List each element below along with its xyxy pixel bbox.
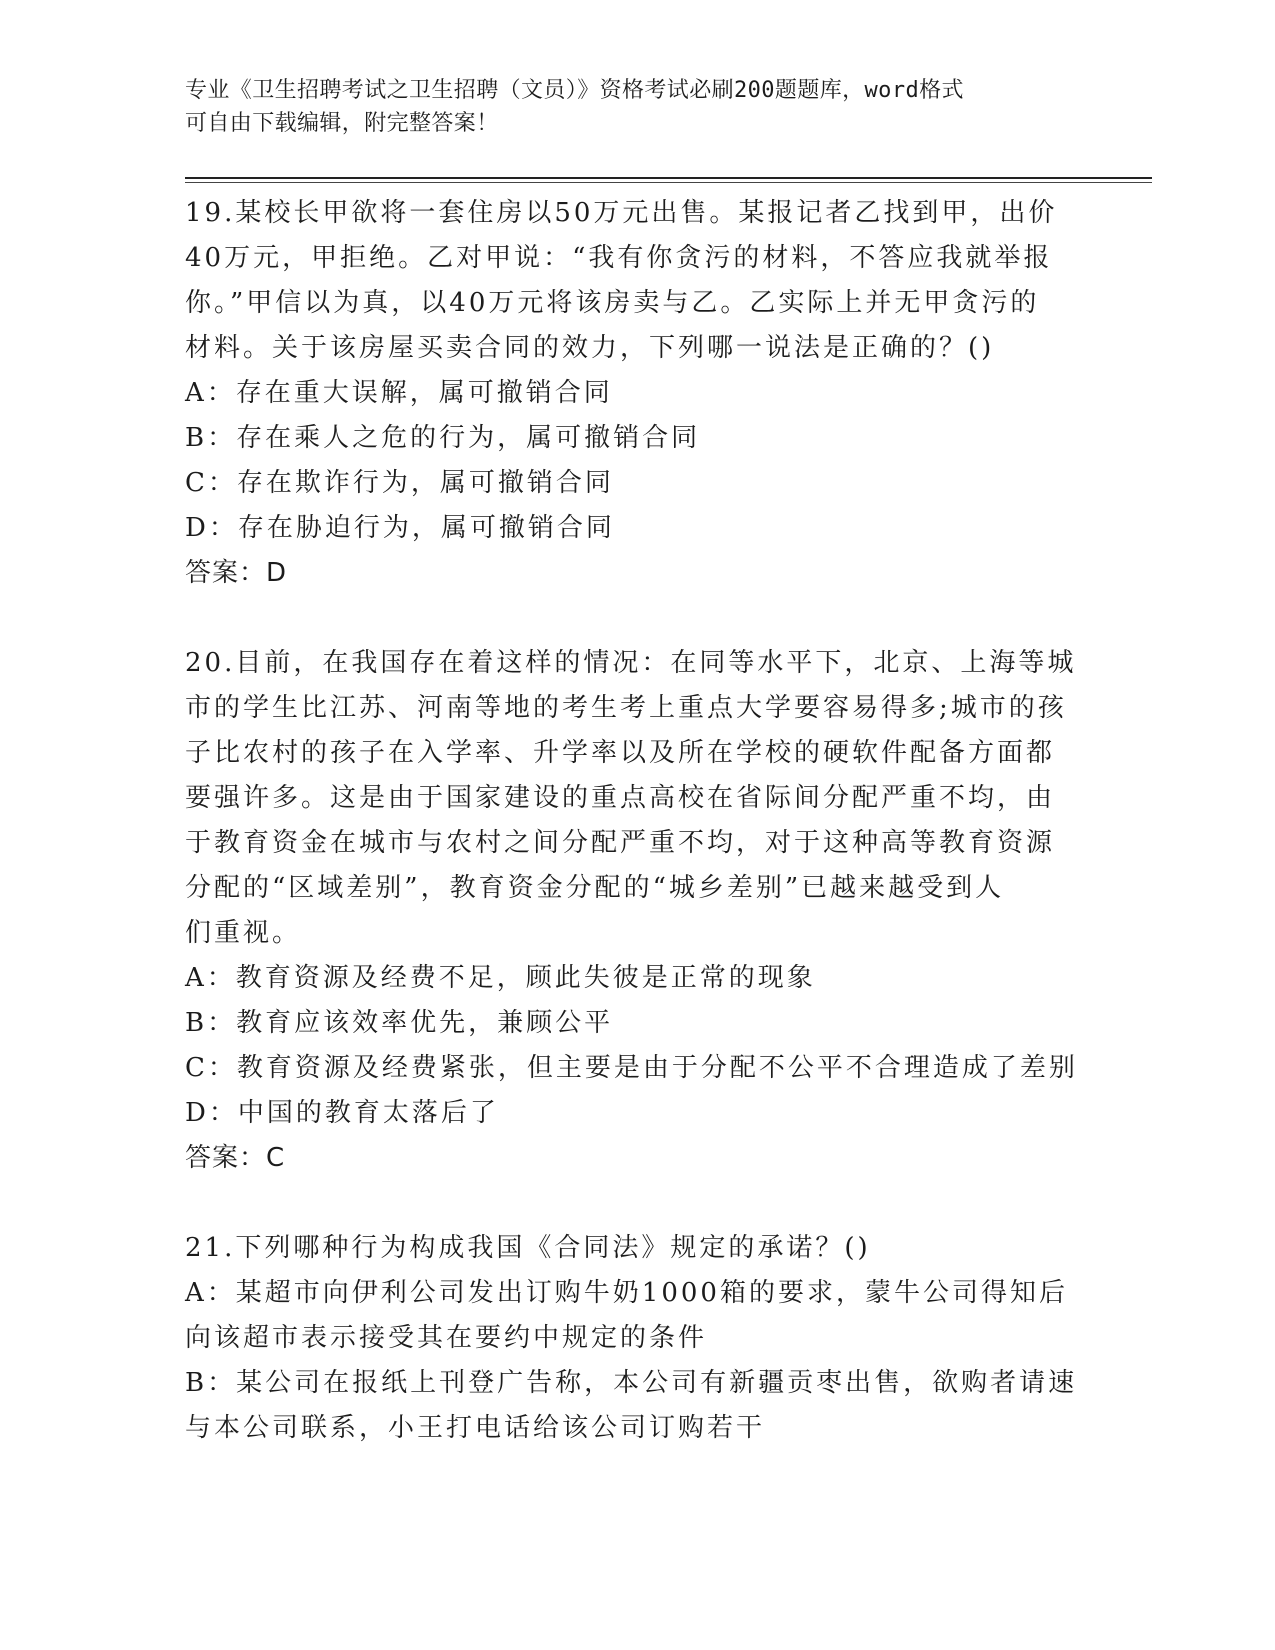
answer-label: 答案：D [185,558,288,588]
option-d: D：存在胁迫行为，属可撤销合同 [185,513,615,543]
answer-label: 答案：C [185,1143,286,1173]
question-stem-line: 们重视。 [185,918,302,948]
option-a: A：某超市向伊利公司发出订购牛奶1000箱的要求，蒙牛公司得知后 [185,1278,1068,1308]
header-divider-thin [185,182,1152,183]
document-header [185,74,1065,140]
option-b: B：某公司在报纸上刊登广告称，本公司有新疆贡枣出售，欲购者请速 [185,1368,1078,1398]
option-a: A：教育资源及经费不足，顾此失彼是正常的现象 [185,963,816,993]
question-stem-line: 21.下列哪种行为构成我国《合同法》规定的承诺？() [185,1233,871,1263]
header-title-line-2: 可自由下载编辑，附完整答案！ [185,111,499,136]
question-21 [185,1226,1085,1451]
option-a-continued: 向该超市表示接受其在要约中规定的条件 [185,1323,708,1353]
question-19 [185,191,1085,596]
question-stem-line: 市的学生比江苏、河南等地的考生考上重点大学要容易得多;城市的孩 [185,693,1067,723]
question-stem-line: 19.某校长甲欲将一套住房以50万元出售。某报记者乙找到甲，出价 [185,198,1058,228]
option-c: C：存在欺诈行为，属可撤销合同 [185,468,614,498]
question-stem-line: 你。”甲信以为真，以40万元将该房卖与乙。乙实际上并无甲贪污的 [185,288,1040,318]
option-a: A：存在重大误解，属可撤销合同 [185,378,613,408]
question-list [185,191,1085,1496]
option-d: D：中国的教育太落后了 [185,1098,499,1128]
header-title-line-1: 专业《卫生招聘考试之卫生招聘（文员）》资格考试必刷200题题库，word格式 [185,78,964,103]
question-stem-line: 20.目前，在我国存在着这样的情况：在同等水平下，北京、上海等城 [185,648,1077,678]
question-stem-line: 分配的“区域差别”，教育资金分配的“城乡差别”已越来越受到人 [185,873,1005,903]
option-b: B：教育应该效率优先，兼顾公平 [185,1008,614,1038]
question-stem-line: 于教育资金在城市与农村之间分配严重不均，对于这种高等教育资源 [185,828,1056,858]
header-divider [185,177,1152,179]
question-stem-line: 40万元，甲拒绝。乙对甲说：“我有你贪污的材料，不答应我就举报 [185,243,1053,273]
option-c: C：教育资源及经费紧张，但主要是由于分配不公平不合理造成了差别 [185,1053,1078,1083]
option-b-continued: 与本公司联系，小王打电话给该公司订购若干 [185,1413,766,1443]
question-stem-line: 要强许多。这是由于国家建设的重点高校在省际间分配严重不均，由 [185,783,1056,813]
question-stem-line: 材料。关于该房屋买卖合同的效力，下列哪一说法是正确的？() [185,333,995,363]
option-b: B：存在乘人之危的行为，属可撤销合同 [185,423,701,453]
question-stem-line: 子比农村的孩子在入学率、升学率以及所在学校的硬软件配备方面都 [185,738,1056,768]
question-20 [185,641,1085,1181]
